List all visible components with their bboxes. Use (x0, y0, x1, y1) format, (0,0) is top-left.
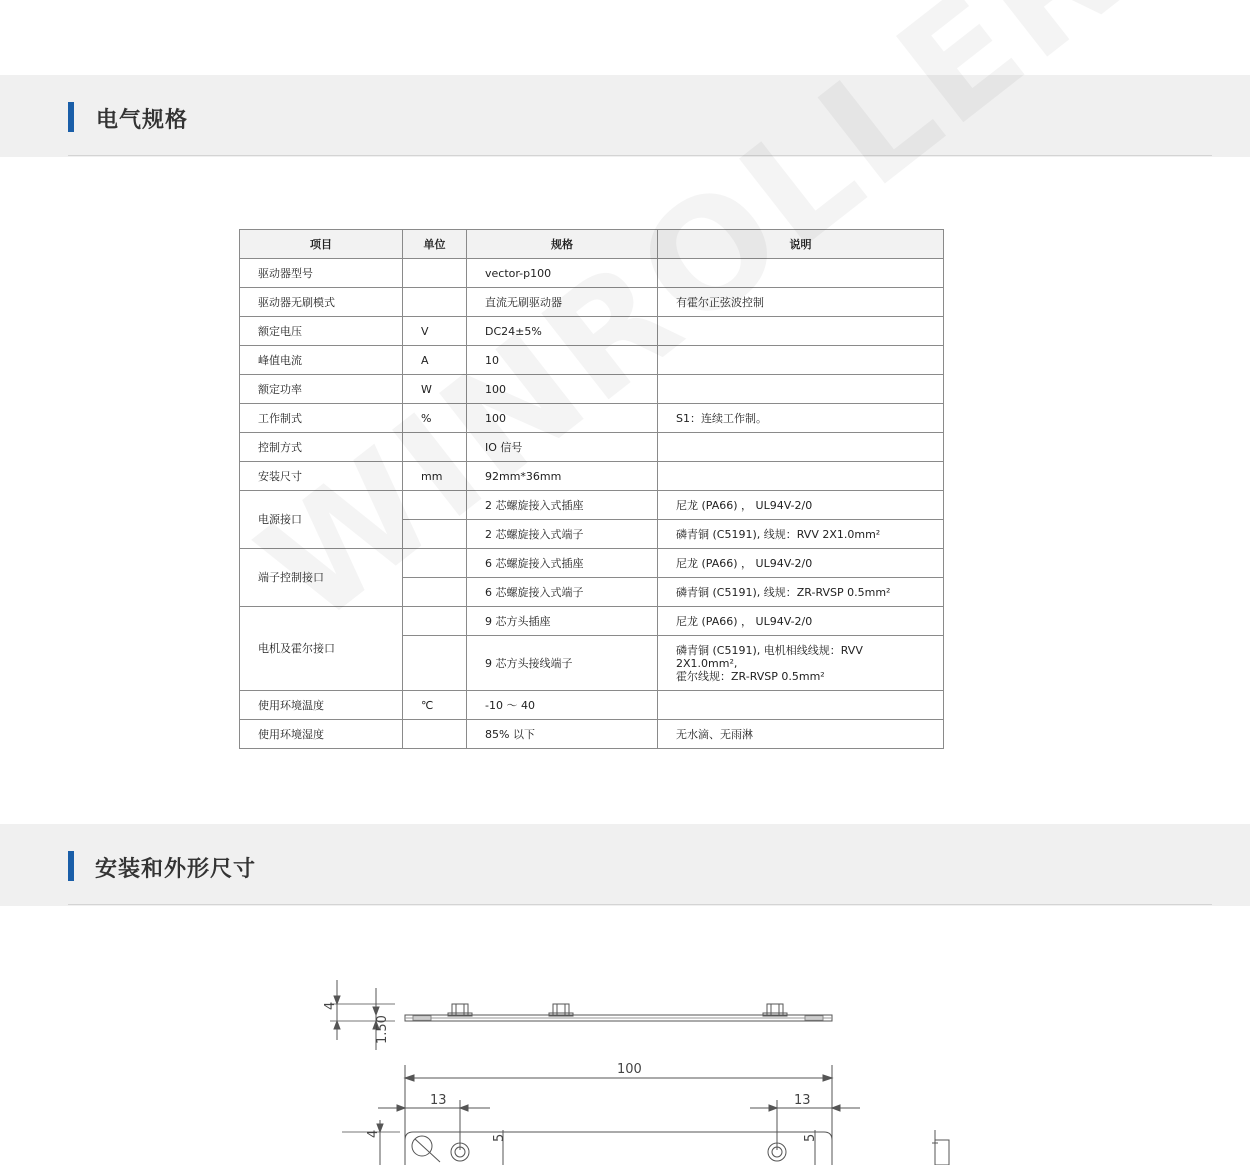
header-unit: 单位 (403, 230, 467, 259)
cell-note (658, 433, 944, 462)
section-accent-bar (68, 102, 74, 132)
cell-unit (403, 433, 467, 462)
cell-spec: 9 芯方头插座 (467, 607, 658, 636)
cell-unit (403, 720, 467, 749)
cell-spec: 85% 以下 (467, 720, 658, 749)
cell-note (658, 691, 944, 720)
cell-spec: 2 芯螺旋接入式端子 (467, 520, 658, 549)
table-row (240, 607, 944, 636)
header-spec: 规格 (467, 230, 658, 259)
side-connector (448, 1004, 472, 1016)
table-row (240, 404, 944, 433)
section-title: 电气规格 (96, 108, 189, 133)
table-row (240, 720, 944, 749)
cell-unit: A (403, 346, 467, 375)
cell-note (658, 317, 944, 346)
cell-spec: 6 芯螺旋接入式插座 (467, 549, 658, 578)
cell-note: 有霍尔正弦波控制 (658, 288, 944, 317)
table-row (240, 288, 944, 317)
cell-spec: 6 芯螺旋接入式端子 (467, 578, 658, 607)
table-header-row (240, 230, 944, 259)
dim-label: 4 (366, 1129, 381, 1138)
cell-note: 无水滴、无雨淋 (658, 720, 944, 749)
cell-spec: 100 (467, 375, 658, 404)
cell-item: 电机及霍尔接口 (240, 607, 403, 691)
cell-item: 端子控制接口 (240, 549, 403, 607)
cell-item: 控制方式 (240, 433, 403, 462)
spec-table (239, 229, 944, 749)
cell-item: 工作制式 (240, 404, 403, 433)
table-row (240, 317, 944, 346)
cell-note: 磷青铜 (C5191), 线规：ZR-RVSP 0.5mm² (658, 578, 944, 607)
cell-item: 额定电压 (240, 317, 403, 346)
cell-unit (403, 549, 467, 578)
cell-item: 安装尺寸 (240, 462, 403, 491)
cell-spec: 2 芯螺旋接入式插座 (467, 491, 658, 520)
cell-note (658, 259, 944, 288)
cell-unit (403, 636, 467, 691)
section-title: 安装和外形尺寸 (95, 857, 257, 882)
cell-note: 尼龙 (PA66) ， UL94V-2/0 (658, 549, 944, 578)
cell-unit (403, 491, 467, 520)
cell-unit: W (403, 375, 467, 404)
cell-note-line: 磷青铜 (C5191), 电机相线线规：RVV 2X1.0mm², (676, 643, 863, 670)
dim-label: 5 (492, 1133, 507, 1142)
cell-item: 使用环境湿度 (240, 720, 403, 749)
cell-note: S1：连续工作制。 (658, 404, 944, 433)
cell-spec: vector-p100 (467, 259, 658, 288)
cell-item: 峰值电流 (240, 346, 403, 375)
table-row (240, 259, 944, 288)
cell-item: 驱动器无刷模式 (240, 288, 403, 317)
cell-spec: -10 ～ 40 (467, 691, 658, 720)
side-connector (763, 1004, 787, 1016)
table-row (240, 549, 944, 578)
dim-label: 13 (430, 1093, 447, 1108)
table-row (240, 691, 944, 720)
table-row (240, 433, 944, 462)
section-header-installation (0, 824, 1250, 906)
dim-label: 5 (803, 1133, 818, 1142)
cell-unit (403, 288, 467, 317)
header-item: 项目 (240, 230, 403, 259)
cell-spec: 92mm*36mm (467, 462, 658, 491)
cell-unit (403, 520, 467, 549)
section-divider (68, 904, 1212, 905)
cell-spec: 10 (467, 346, 658, 375)
side-connector (549, 1004, 573, 1016)
cell-item: 驱动器型号 (240, 259, 403, 288)
section-header-electrical (0, 75, 1250, 157)
cell-unit (403, 607, 467, 636)
header-note: 说明 (658, 230, 944, 259)
cell-note: 尼龙 (PA66) ， UL94V-2/0 (658, 491, 944, 520)
dim-label: 4 (323, 1001, 338, 1010)
cell-unit (403, 578, 467, 607)
cell-note (658, 462, 944, 491)
cell-note (658, 636, 944, 691)
dim-label: 100 (617, 1062, 642, 1077)
section-accent-bar (68, 851, 74, 881)
cell-spec: DC24±5% (467, 317, 658, 346)
cell-note: 尼龙 (PA66) ， UL94V-2/0 (658, 607, 944, 636)
cell-item: 额定功率 (240, 375, 403, 404)
cell-spec: 直流无刷驱动器 (467, 288, 658, 317)
table-row (240, 346, 944, 375)
cell-unit (403, 259, 467, 288)
cell-spec: 100 (467, 404, 658, 433)
cell-note: 磷青铜 (C5191), 线规：RVV 2X1.0mm² (658, 520, 944, 549)
cell-note (658, 346, 944, 375)
dim-label: 13 (794, 1093, 811, 1108)
cell-spec: IO 信号 (467, 433, 658, 462)
cell-unit: mm (403, 462, 467, 491)
dimension-drawing (0, 940, 1250, 1165)
top-plate (405, 1132, 832, 1165)
table-row (240, 375, 944, 404)
section-divider (68, 155, 1212, 156)
dim-label: 1.50 (375, 1015, 390, 1044)
cell-unit: V (403, 317, 467, 346)
cell-item: 电源接口 (240, 491, 403, 549)
cell-unit: % (403, 404, 467, 433)
cell-note-line: 霍尔线规：ZR-RVSP 0.5mm² (676, 669, 825, 683)
table-row (240, 462, 944, 491)
table-row (240, 491, 944, 520)
cell-item: 使用环境温度 (240, 691, 403, 720)
cell-unit: ℃ (403, 691, 467, 720)
cell-note (658, 375, 944, 404)
cell-spec: 9 芯方头接线端子 (467, 636, 658, 691)
end-view (935, 1140, 949, 1165)
